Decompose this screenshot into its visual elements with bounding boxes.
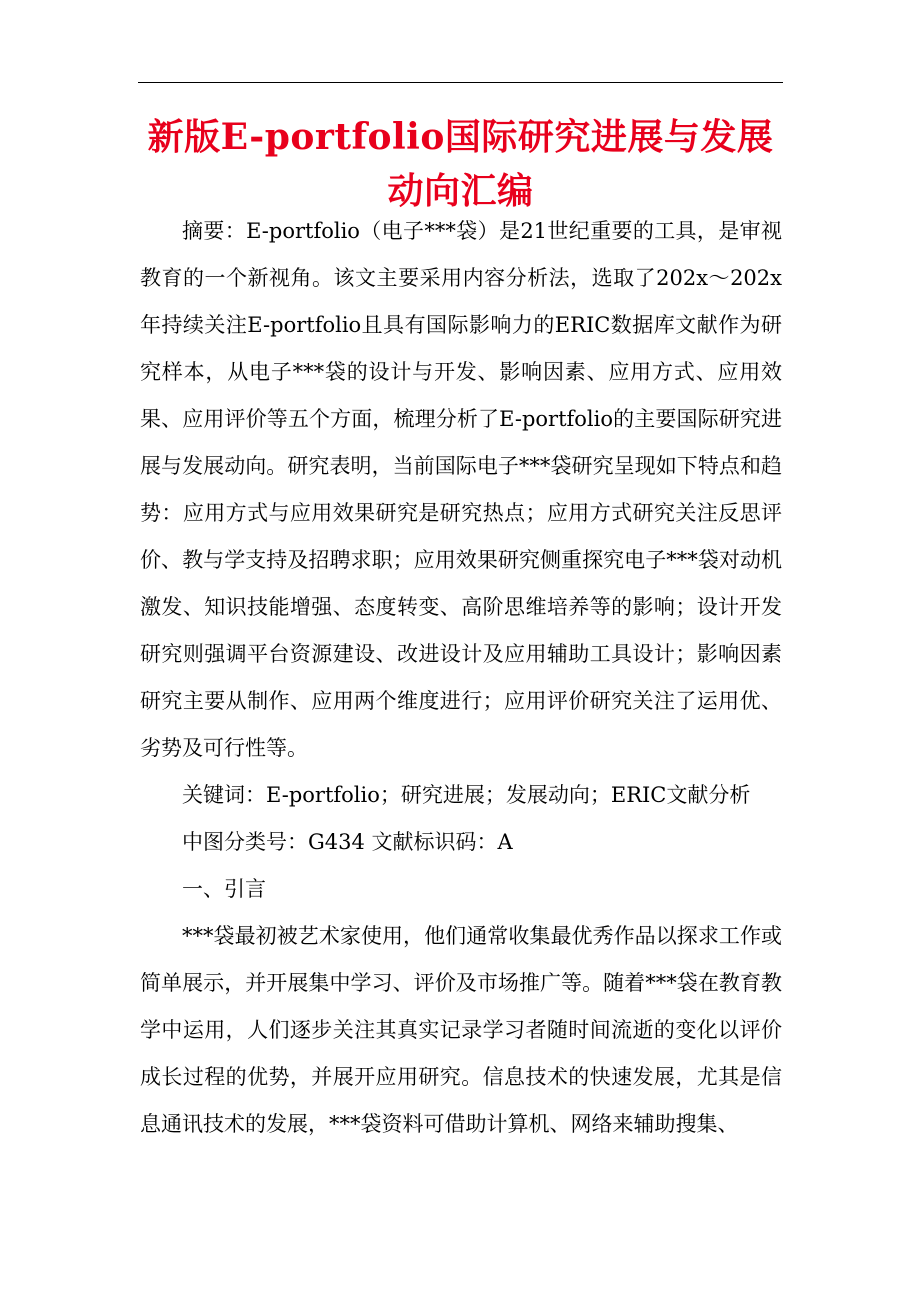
section-heading: 一、引言	[182, 877, 266, 901]
keywords-line: 关键词：E-portfolio；研究进展；发展动向；ERIC文献分析	[182, 783, 751, 807]
header-rule	[138, 82, 783, 83]
document-body	[140, 208, 782, 1148]
classification-line: 中图分类号：G434 文献标识码：A	[182, 830, 513, 854]
intro-paragraph: ***袋最初被艺术家使用，他们通常收集最优秀作品以探求工作或简单展示，并开展集中学习、评价及市场推广等。随着***袋在教育教学中运用，人们逐步关注其真实记录学习者随时间流逝的变化以评价成长过程的优势，并展开应用研究。信息技术的快速发展，尤其是信息通讯技术的发展，***袋资料可借助计算机、网络来辅助搜集、	[140, 924, 782, 1136]
document-title: 新版E-portfolio国际研究进展与发展动向汇编	[147, 116, 774, 212]
abstract-paragraph: 摘要：E-portfolio（电子***袋）是21世纪重要的工具，是审视教育的一个新视角。该文主要采用内容分析法，选取了202x～202x年持续关注E-portfolio且具有国际影响力的ERIC数据库文献作为研究样本，从电子***袋的设计与开发、影响因素、应用方式、应用效果、应用评价等五个方面，梳理分析了E-portfolio的主要国际研究进展与发展动向。研究表明，当前国际电子***袋研究呈现如下特点和趋势：应用方式与应用效果研究是研究热点；应用方式研究关注反思评价、教与学支持及招聘求职；应用效果研究侧重探究电子***袋对动机激发、知识技能增强、态度转变、高阶思维培养等的影响；设计开发研究则强调平台资源建设、改进设计及应用辅助工具设计；影响因素研究主要从制作、应用两个维度进行；应用评价研究关注了运用优、劣势及可行性等。	[140, 219, 782, 760]
